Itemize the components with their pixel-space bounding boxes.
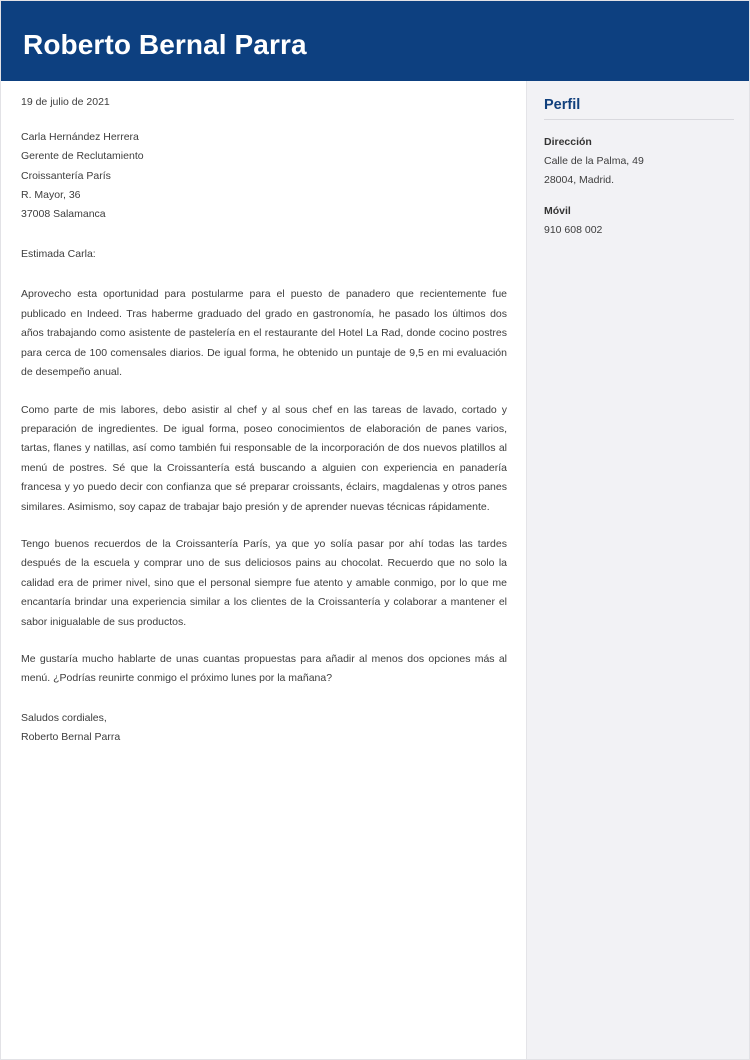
sidebar-label: Dirección — [544, 136, 592, 148]
letter-salutation: Estimada Carla: — [21, 248, 96, 261]
letter-paragraph: Me gustaría mucho hablarte de unas cuantas propuestas para añadir al menos dos opciones más al menú. ¿Podrías reunirte conmigo el próximo lunes por la mañana? — [21, 652, 507, 685]
letter-closing — [21, 709, 507, 748]
letter-paragraph: Como parte de mis labores, debo asistir al chef y al sous chef en las tareas de lavado, cortado y preparación de ingredientes. De igual forma, poseo conocimientos de elaboración de panes varios, tartas, flanes y natillas, así como también fui responsable de la incorporación de dos nuevos platillos al menú de postres. Sé que la Croissantería está buscando a alguien con experiencia en panadería francesa y yo puedo decir con confianza que sé preparar croissants, éclairs, magdalenas y otros panes similares. Asimismo, soy capaz de trabajar bajo presión y de aprender nuevas técnicas rápidamente. — [21, 403, 507, 513]
sidebar-heading-perfil: Perfil — [544, 97, 581, 113]
recipient-line: Croissantería París — [21, 169, 111, 182]
recipient-line: 37008 Salamanca — [21, 208, 106, 221]
sidebar-value: Calle de la Palma, 49 — [544, 155, 644, 167]
letter-paragraph: Tengo buenos recuerdos de la Croissantería París, ya que yo solía pasar por ahí todas las tardes después de la escuela y comprar uno de sus deliciosos pains au chocolat. Recuerdo que no solo la calidad era de primer nivel, sino que el personal siempre fue atento y amable conmigo, por lo que me encantaría brindar una experiencia similar a los clientes de la Croissantería y colaborar a mantener el sabor inigualable de sus productos. — [21, 537, 507, 628]
recipient-block — [21, 128, 507, 224]
page-title: Roberto Bernal Parra — [23, 29, 307, 60]
document-body — [1, 81, 750, 1059]
document-header-banner — [1, 1, 750, 81]
sidebar-value: 28004, Madrid. — [544, 174, 615, 186]
profile-sidebar — [526, 81, 750, 1059]
letter-main-column — [1, 81, 526, 1059]
sidebar-heading-divider — [544, 119, 734, 120]
letter-date: 19 de julio de 2021 — [21, 96, 110, 108]
recipient-line: Gerente de Reclutamiento — [21, 150, 144, 163]
recipient-line: Carla Hernández Herrera — [21, 131, 139, 143]
sidebar-group-direccion — [544, 133, 734, 190]
recipient-line: R. Mayor, 36 — [21, 188, 81, 201]
closing-signature-name: Roberto Bernal Parra — [21, 731, 121, 744]
letter-paragraph: Aprovecho esta oportunidad para postularme para el puesto de panadero que recientemente fue publicado en Indeed. Tras haberme graduado del grado en gastronomía, he pasado los últimos dos años trabajando como asistente de pastelería en el restaurante del Hotel La Rad, donde cocino postres para cerca de 100 comensales diarios. De igual forma, he obtenido un puntaje de 9,5 en mi evaluación de desempeño anual. — [21, 288, 507, 379]
sidebar-group-movil — [544, 202, 734, 240]
sidebar-value: 910 608 002 — [544, 224, 603, 236]
closing-phrase: Saludos cordiales, — [21, 711, 107, 724]
sidebar-label: Móvil — [544, 205, 571, 217]
